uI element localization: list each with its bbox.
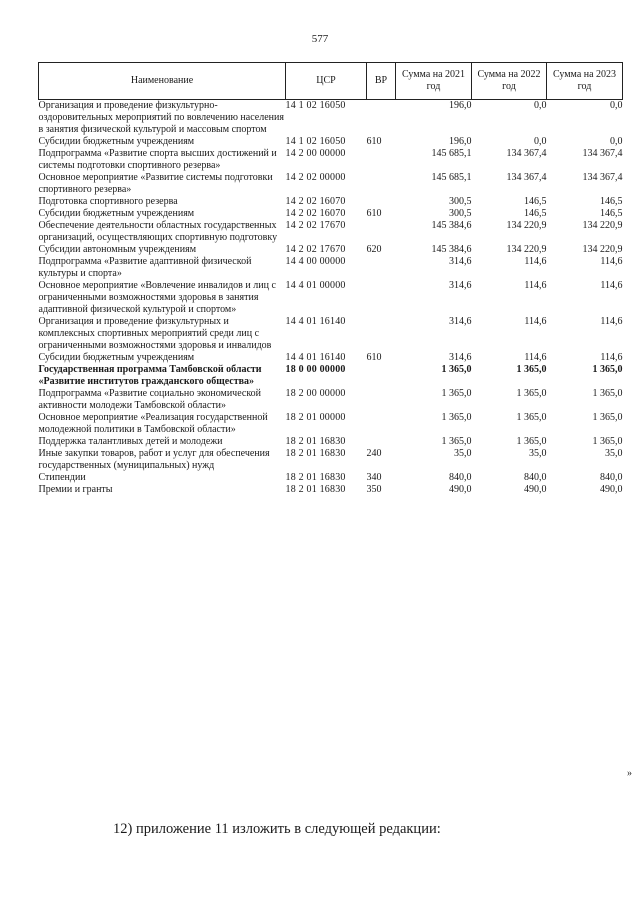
row-vr: 610	[366, 208, 382, 219]
row-sum-2021: 840,0	[449, 472, 472, 483]
row-sum-2023: 134 367,4	[582, 172, 623, 183]
budget-table	[38, 62, 623, 496]
row-sum-2022: 840,0	[524, 472, 547, 483]
row-name: Подпрограмма «Развитие адаптивной физической культуры и спорта»	[38, 256, 252, 279]
row-csr: 14 4 01 00000	[285, 280, 346, 291]
row-name: Основное мероприятие «Реализация государственной молодежной политики в Тамбовской области»	[38, 412, 268, 435]
row-name: Субсидии бюджетным учреждениям	[38, 136, 195, 147]
row-name: Субсидии бюджетным учреждениям	[38, 352, 195, 363]
row-sum-2022: 146,5	[524, 196, 547, 207]
row-name: Обеспечение деятельности областных государственных организаций, осуществляющих спортивную подготовку	[38, 220, 278, 243]
row-sum-2022: 490,0	[524, 484, 547, 495]
row-vr: 620	[366, 244, 382, 255]
table-row	[39, 484, 623, 496]
header-sum-2023: Сумма на 2023 год	[547, 63, 623, 100]
row-name: Основное мероприятие «Вовлечение инвалидов и лиц с ограниченными возможностями здоровья в занятия адаптивной физической культурой и спортом»	[38, 280, 276, 315]
amendment-instruction: 12) приложение 11 изложить в следующей редакции:	[113, 821, 441, 837]
row-vr	[367, 220, 396, 244]
row-vr: 240	[366, 448, 382, 459]
row-name: Организация и проведение физкультурно-оздоровительных мероприятий по вовлечению населения в занятия физической культурой и массовым спортом	[38, 100, 284, 135]
page-number: 577	[311, 33, 329, 45]
table-row	[39, 172, 623, 196]
row-sum-2023: 1 365,0	[592, 412, 623, 423]
row-csr: 14 2 02 17670	[285, 244, 346, 255]
row-vr	[367, 412, 396, 436]
row-sum-2023: 1 365,0	[592, 388, 623, 399]
row-sum-2022: 114,6	[524, 280, 547, 291]
row-sum-2023: 146,5	[600, 196, 623, 207]
row-sum-2022: 134 367,4	[506, 172, 547, 183]
row-csr: 14 1 02 16050	[285, 136, 346, 147]
row-sum-2023: 146,5	[600, 208, 623, 219]
table-row	[39, 388, 623, 412]
row-name: Премии и гранты	[38, 484, 113, 495]
table-row	[39, 208, 623, 220]
row-sum-2023: 0,0	[610, 136, 623, 147]
row-vr	[367, 196, 396, 208]
row-name: Организация и проведение физкультурных и комплексных спортивных мероприятий среди лиц с ограниченными возможностями здоровья и инвалидов	[38, 316, 272, 351]
row-csr: 18 2 01 16830	[285, 436, 346, 447]
row-sum-2022: 0,0	[534, 100, 547, 111]
row-sum-2021: 1 365,0	[441, 364, 472, 375]
row-sum-2023: 134 367,4	[582, 148, 623, 159]
row-sum-2021: 314,6	[449, 316, 472, 327]
row-sum-2022: 1 365,0	[516, 436, 547, 447]
row-csr: 14 2 02 16070	[285, 208, 346, 219]
table-row	[39, 364, 623, 388]
row-sum-2022: 134 220,9	[506, 244, 547, 255]
row-sum-2021: 1 365,0	[441, 388, 472, 399]
row-sum-2022: 0,0	[534, 136, 547, 147]
table-row	[39, 472, 623, 484]
row-name: Субсидии автономным учреждениям	[38, 244, 197, 255]
row-vr	[367, 436, 396, 448]
row-name: Подпрограмма «Развитие социально экономической активности молодежи Тамбовской области»	[38, 388, 262, 411]
row-csr: 14 2 02 16070	[285, 196, 346, 207]
table-body	[39, 100, 623, 497]
row-sum-2023: 490,0	[600, 484, 623, 495]
row-name: Иные закупки товаров, работ и услуг для обеспечения государственных (муниципальных) нужд	[38, 448, 270, 471]
row-name: Стипендии	[38, 472, 86, 483]
row-vr: 350	[366, 484, 382, 495]
table-row	[39, 280, 623, 316]
row-sum-2022: 114,6	[524, 352, 547, 363]
row-sum-2022: 134 367,4	[506, 148, 547, 159]
row-name: Государственная программа Тамбовской области «Развитие институтов гражданского общества»	[38, 364, 262, 387]
row-csr: 14 4 00 00000	[285, 256, 346, 267]
row-csr: 14 4 01 16140	[285, 316, 346, 327]
row-name: Основное мероприятие «Развитие системы подготовки спортивного резерва»	[38, 172, 273, 195]
header-vr: ВР	[367, 63, 396, 100]
table-row	[39, 196, 623, 208]
header-sum-2021: Сумма на 2021 год	[396, 63, 472, 100]
row-sum-2022: 1 365,0	[516, 364, 547, 375]
row-vr	[367, 148, 396, 172]
header-csr: ЦСР	[286, 63, 367, 100]
row-csr: 18 2 01 16830	[285, 472, 346, 483]
row-sum-2022: 1 365,0	[516, 388, 547, 399]
table-row	[39, 352, 623, 364]
row-csr: 18 2 01 00000	[285, 412, 346, 423]
row-sum-2021: 145 384,6	[431, 244, 472, 255]
row-sum-2023: 0,0	[610, 100, 623, 111]
row-sum-2023: 1 365,0	[592, 436, 623, 447]
closing-quote-mark: »	[627, 768, 632, 779]
row-vr: 340	[366, 472, 382, 483]
row-csr: 18 2 01 16830	[285, 484, 346, 495]
row-sum-2023: 114,6	[600, 280, 623, 291]
row-vr	[367, 280, 396, 316]
row-sum-2021: 314,6	[449, 256, 472, 267]
row-name: Субсидии бюджетным учреждениям	[38, 208, 195, 219]
row-sum-2021: 145 384,6	[431, 220, 472, 231]
row-sum-2021: 35,0	[454, 448, 472, 459]
row-csr: 18 0 00 00000	[285, 364, 346, 375]
row-sum-2021: 490,0	[449, 484, 472, 495]
row-sum-2021: 314,6	[449, 352, 472, 363]
row-sum-2023: 114,6	[600, 316, 623, 327]
row-vr	[367, 364, 396, 388]
row-vr: 610	[366, 352, 382, 363]
table-row	[39, 256, 623, 280]
row-vr: 610	[366, 136, 382, 147]
row-sum-2021: 1 365,0	[441, 436, 472, 447]
row-sum-2021: 1 365,0	[441, 412, 472, 423]
row-sum-2021: 300,5	[449, 196, 472, 207]
row-vr	[367, 100, 396, 137]
row-csr: 14 4 01 16140	[285, 352, 346, 363]
row-sum-2022: 1 365,0	[516, 412, 547, 423]
row-sum-2021: 145 685,1	[431, 172, 472, 183]
header-sum-2022: Сумма на 2022 год	[472, 63, 547, 100]
row-sum-2022: 35,0	[529, 448, 547, 459]
header-name: Наименование	[39, 63, 286, 100]
row-name: Подпрограмма «Развитие спорта высших достижений и системы подготовки спортивного резерва»	[38, 148, 277, 171]
row-sum-2023: 134 220,9	[582, 220, 623, 231]
row-vr	[367, 388, 396, 412]
row-sum-2023: 35,0	[605, 448, 623, 459]
table-header-row	[39, 63, 623, 100]
table-row	[39, 148, 623, 172]
row-vr	[367, 172, 396, 196]
row-vr	[367, 316, 396, 352]
row-sum-2021: 145 685,1	[431, 148, 472, 159]
table-row	[39, 136, 623, 148]
row-sum-2022: 134 220,9	[506, 220, 547, 231]
row-name: Подготовка спортивного резерва	[38, 196, 178, 207]
table-row	[39, 244, 623, 256]
table-row	[39, 448, 623, 472]
row-csr: 14 2 02 00000	[285, 172, 346, 183]
row-csr: 14 2 00 00000	[285, 148, 346, 159]
table-row	[39, 100, 623, 137]
row-csr: 14 2 02 17670	[285, 220, 346, 231]
table-row	[39, 316, 623, 352]
table-row	[39, 412, 623, 436]
row-sum-2021: 314,6	[449, 280, 472, 291]
row-sum-2023: 134 220,9	[582, 244, 623, 255]
row-sum-2022: 114,6	[524, 256, 547, 267]
row-sum-2022: 146,5	[524, 208, 547, 219]
row-sum-2023: 114,6	[600, 256, 623, 267]
row-sum-2021: 196,0	[449, 136, 472, 147]
row-csr: 18 2 00 00000	[285, 388, 346, 399]
row-sum-2023: 1 365,0	[592, 364, 623, 375]
row-sum-2023: 114,6	[600, 352, 623, 363]
row-sum-2021: 300,5	[449, 208, 472, 219]
row-vr	[367, 256, 396, 280]
row-csr: 14 1 02 16050	[285, 100, 346, 111]
row-sum-2022: 114,6	[524, 316, 547, 327]
row-sum-2021: 196,0	[449, 100, 472, 111]
row-name: Поддержка талантливых детей и молодежи	[38, 436, 223, 447]
table-row	[39, 436, 623, 448]
table-row	[39, 220, 623, 244]
row-sum-2023: 840,0	[600, 472, 623, 483]
row-csr: 18 2 01 16830	[285, 448, 346, 459]
